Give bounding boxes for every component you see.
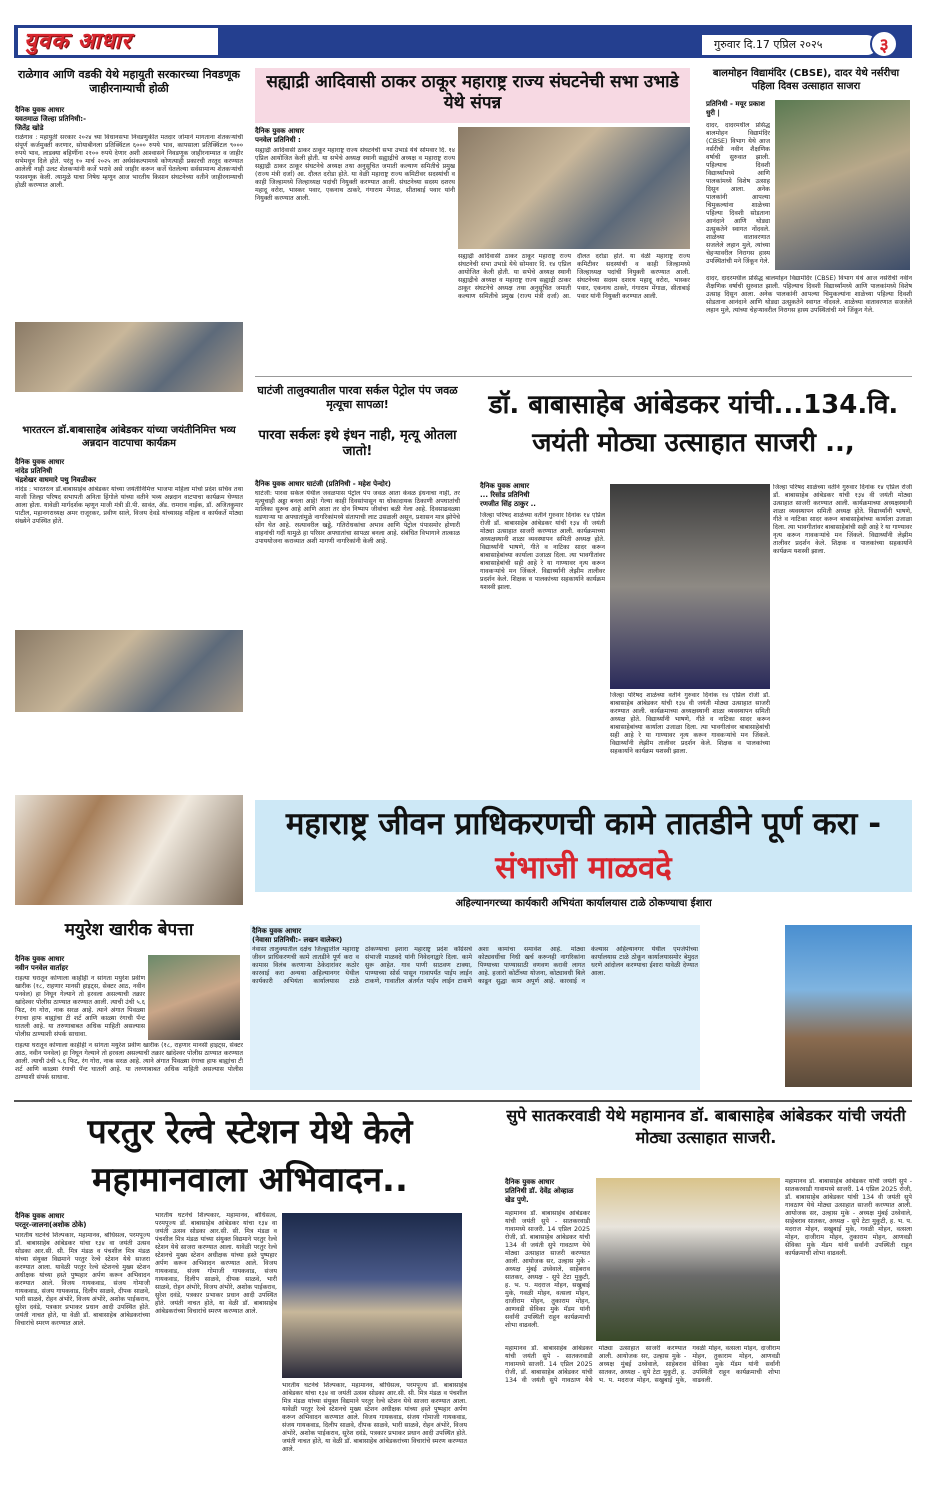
article-body: राळेगाव : महायुती सरकार २०२४ च्या विधानसभा निवडणुकीत मतदार जोमाने मागताना शेतकऱ्यांची संपूर्ण कर्जमुक्ती करणार, सोयाबीनला प्रतिक्विंटल ६००० रुपये भाव, कापसाला प्रतिक्विंटल ९००० रुपये भाव, लाडक्या बहिणींना २१०० रुपये देणार अशी आश्वासने निवडणूक जाहीरनाम्यात व जाहीर सभेमधून दिले होते. परंतु १० मार्च २०२५ ला अर्थसंकल्पामध्ये कोणत्याही प्रकारची तरतूद करण्यात आलेली नाही उलट शेतकऱ्यांनी कर्जे भरावे असे जाहीर करून कर्जे घेतलेल्या सर्वसामान्य शेतकऱ्यांची फसवणूक केली. त्यामुळे याचा निषेध म्हणून आज भारतीय किसान संघटनेच्या वतीने जाहीरनाम्याची होळी करण्यात आली. xyxy=(15,134,243,189)
article-body: भारतीय घटनेचे शिल्पकार, महामानव, बोधिसत्व, परमपूज्य डॉ. बाबासाहेब आंबेडकर यांचा १३४ वा जयंती उत्सव सोडका आर.सी. सी. मित्र मंडळ व पंचशील मित्र मंडळ यांच्या संयुक्त विद्यमाने परतुर रेल्वे स्टेशन येथे साजरा करण्यात आला. यावेळी परतुर रेल्वे स्टेशनचे मुख्य स्टेशन अधीक्षक यांच्या हस्ते पुष्पहार अर्पण करून अभिवादन करण्यात आले. विजय गायकवाड, संजय गोमाजी गायकवाड, संजय गायकवाड, दिलीप साळवे, दीपक साळवे, भारी साळवे, रोहन अंभोरे, विजय अंभोरे, अशोक पाईकराव, सुरेश दवंडे, पत्रकार प्रभाकर प्रधान आदी उपस्थित होते. जयंती नाचत होते, या वेळी डॉ. बाबासाहेब आंबेडकरांच्या विचारांचे स्मरण करण्यात आले. xyxy=(15,1232,150,1327)
article-photo xyxy=(15,322,243,392)
article-byline: दैनिक युवक आधार प्रतिनिधी डॉ. देवेंद्र ओव्हाळ खेड पुणे. xyxy=(505,1178,574,1204)
article-byline: प्रतिनिधी - मयूर प्रकाश धुरी | xyxy=(706,100,765,117)
missing-person-photo xyxy=(148,955,240,1040)
article-byline: दैनिक युवक आधार (नेवासा प्रतिनिधी:- लखन वालेकर) xyxy=(252,927,343,944)
page-number: ३ xyxy=(870,30,898,58)
article-body: भारतीय घटनेचे शिल्पकार, महामानव, बोधिसत्व, परमपूज्य डॉ. बाबासाहेब आंबेडकर यांचा १३४ वा जयंती उत्सव सोडका आर.सी. सी. मित्र मंडळ व पंचशील मित्र मंडळ यांच्या संयुक्त विद्यमाने परतुर रेल्वे स्टेशन येथे साजरा करण्यात आला. यावेळी परतुर रेल्वे स्टेशनचे मुख्य स्टेशन अधीक्षक यांच्या हस्ते पुष्पहार अर्पण करून अभिवादन करण्यात आले. विजय गायकवाड, संजय गोमाजी गायकवाड, संजय गायकवाड, दिलीप साळवे, दीपक साळवे, भारी साळवे, रोहन अंभोरे, विजय अंभोरे, अशोक पाईकराव, सुरेश दवंडे, पत्रकार प्रभाकर प्रधान आदी उपस्थित होते. जयंती नाचत होते, या वेळी डॉ. बाबासाहेब आंबेडकरांच्या विचारांचे स्मरण करण्यात आले. xyxy=(282,1382,467,1453)
article-body: नांदेड : भारतरत्न डॉ.बाबासाहेब आंबेडकर यांच्या जयंतीनिमित्त भाजपा महिला मोर्चा प्रदेश सचिव तथा माजी जिल्हा परिषद सभापती अनिता हिंगोले यांच्या वतीने भव्य अन्नदान वाटपाचा कार्यक्रम घेण्यात आला होता. यावेळी मार्गदर्शक म्हणून माजी मंत्री डी.पी. सावंत, ॲड. रामराव नाईक, डॉ. अजितकुमार पाटील, महानगराध्यक्ष अमर राजूरकर, प्रवीण साले, विजय देवडे यांच्यासह महिला व कार्यकर्ते मोठ्या संख्येने उपस्थित होते. xyxy=(15,486,243,525)
article-photo xyxy=(458,127,690,249)
article-headline: महाराष्ट्र जीवन प्राधिकरणची कामे तातडीने पूर्ण करा - xyxy=(285,806,882,842)
article-byline: दैनिक युवक आधार ... रिसोड प्रतिनिधी रणजीत सिंह ठाकुर .. xyxy=(480,482,536,508)
article-body: जिल्हा परिषद शाळेच्या वतीने गुरुवार दिनांक १४ एप्रिल रोजी डॉ. बाबासाहेब आंबेडकर यांची १३४ वी जयंती मोठ्या उत्साहात साजरी करण्यात आली. कार्यक्रमाच्या अध्यक्षस्थानी शाळा व्यवस्थापन समिती अध्यक्ष होते. विद्यार्थ्यांनी भाषणे, गीते व नाटिका सादर करून बाबासाहेबांच्या कार्याला उजाळा दिला. त्या भावगीतांवर बाबासाहेबांची सही आहे रे या गाण्यावर नृत्य करून गावकऱ्यांचे मन जिंकले. विद्यार्थ्यांनी लेझीम तालीवर प्रदर्शन केले. शिक्षक व पालकांच्या सहकार्याने कार्यक्रम यशस्वी झाला. xyxy=(480,512,605,591)
article-body: राहत्या घरातून कोणाला काहीही न सांगता मयुरेश प्रवीण खारीक (१८, राहणार मानसी हाइट्स, सेक्टर आठ, नवीन पनवेल) हा निघून गेल्याने तो हरवला असल्याची तक्रार खांदेश्वर पोलीस ठाण्यात करण्यात आली. त्याची उंची ५.६ फिट, रंग गोरा, नाक सरळ आहे. त्याने अंगात पिवळ्या रंगाचा हाफ बाह्यांचा टी शर्ट आणि काळ्या रंगाची पॅन्ट घातली आहे. या तरुणाबाबत अधिक माहिती असल्यास पोलीस ठाण्याशी संपर्क साधावा. xyxy=(15,1042,243,1081)
article-headline: घाटंजी तालुक्यातील पारवा सर्कल पेट्रोल पंप जवळ मृत्यूचा सापळा! xyxy=(257,384,458,411)
article-headline: सह्याद्री आदिवासी ठाकर ठाकूर महाराष्ट्र राज्य संघटनेची सभा उभाडे येथे संपन्न xyxy=(255,68,690,123)
article-byline: दैनिक युवक आधार यवतमाळ जिल्हा प्रतिनिधी:- जितेंद्र खोडे xyxy=(15,106,86,132)
article-subheadline: अहिल्यानगरच्या कार्यकारी अभियंता कार्यालयास टाळे ठोकण्याचा ईशारा xyxy=(455,898,712,909)
article-byline: दैनिक युवक आधार परतूर-जालना(अशोक ठोके) xyxy=(15,1212,87,1229)
article-byline: दैनिक युवक आधार नांदेड प्रतिनिधी चंद्रशेखर वाघमारे पथु निवळीकर xyxy=(15,458,96,484)
article-body: महामानव डॉ. बाबासाहेब आंबेडकर यांची जयंती सुपे - सातकरवाडी गावामध्ये साजरी. 14 एप्रिल 2025 रोजी, डॉ. बाबासाहेब आंबेडकर यांची 134 वी जयंती सुपे गावठाण येथे मोठ्या उत्साहात साजरी करण्यात आली. आयोजक सर, उल्हास मुके - अध्यक्ष मुंबई उध्वेवाले, साहेबराव सातकर, अध्यक्ष - सुपे टेटा मुकुटी, ह. भ. प. मदराज मोहन, सखुबाई मुके, गवळी मोहन, वत्सला मोहन, दाजीराम मोहन, तुकाराम मोहन, आणवडी सेविका मुके मॅडम यांनी सर्वांनी उपस्थिती राहून कार्यक्रमाची शोभा वाढवली. xyxy=(505,1345,780,1384)
article-body: दादर, दादरमधील प्रसिद्ध बालमोहन विद्यामंदिर (CBSE) विभाग येथे आज नर्सरीची नवीन शैक्षणिक वर्षाची सुरुवात झाली. पहिल्याच दिवशी विद्यार्थ्यांमध्ये आणि पालकांमध्ये विशेष उत्साह दिसून आला. अनेक पालकांनी आपल्या चिमुकल्यांना शाळेच्या पहिल्या दिवशी सोडताना आनंदाने आणि थोड्या उत्सुकतेने स्वागत नोंदवले. शाळेच्या वातावरणात सजलेले लहान मुले, त्यांच्या चेहऱ्यावरील निरागस हास्य उपस्थितांची मने जिंकून गेले. xyxy=(706,122,770,265)
headline-box xyxy=(255,800,912,892)
article-body: घाटंजी: पारवा सर्कल येथील जवळपास पेट्रोल पंप जवळ आता केवळ इंधनाचा नाही, तर मृत्यूचाही अड्डा बनला आहे! गेल्या काही दिवसांपासून या धोकादायक ठिकाणी अपघातांची मालिका सुरूच आहे आणि आता तर दोन निष्पाप जीवांचा बळी गेला आहे. दिवसाढवळ्या घडणाऱ्या या अपघातांमुळे नागरिकांमध्ये संतापाची लाट उसळली असून, प्रशासन मात्र झोपेचे सोंग घेत आहे. रस्त्यावरील खड्डे, गतिरोधकांचा अभाव आणि पेट्रोल पंपासमोर होणारी वाहनांची गर्दी यामुळे हा परिसर अपघातांचा सापळा बनला आहे. संबंधित विभागाने तात्काळ उपाययोजना कराव्यात अशी मागणी नागरिकांनी केली आहे. xyxy=(255,490,460,545)
article-body: जिल्हा परिषद शाळेच्या वतीने गुरुवार दिनांक १४ एप्रिल रोजी डॉ. बाबासाहेब आंबेडकर यांची १३४ वी जयंती मोठ्या उत्साहात साजरी करण्यात आली. कार्यक्रमाच्या अध्यक्षस्थानी शाळा व्यवस्थापन समिती अध्यक्ष होते. विद्यार्थ्यांनी भाषणे, गीते व नाटिका सादर करून बाबासाहेबांच्या कार्याला उजाळा दिला. त्या भावगीतांवर बाबासाहेबांची सही आहे रे या गाण्यावर नृत्य करून गावकऱ्यांचे मन जिंकले. विद्यार्थ्यांनी लेझीम तालीवर प्रदर्शन केले. शिक्षक व पालकांच्या सहकार्याने कार्यक्रम यशस्वी झाला. xyxy=(773,484,912,555)
divider xyxy=(255,376,912,377)
issue-date: गुरुवार दि.17 एप्रिल २०२५ xyxy=(702,35,877,55)
article-photo xyxy=(282,1213,462,1378)
article-photo xyxy=(785,925,912,1087)
article-body: महामानव डॉ. बाबासाहेब आंबेडकर यांची जयंती सुपे - सातकरवाडी गावामध्ये साजरी. 14 एप्रिल 2025 रोजी, डॉ. बाबासाहेब आंबेडकर यांची 134 वी जयंती सुपे गावठाण येथे मोठ्या उत्साहात साजरी करण्यात आली. आयोजक सर, उल्हास मुके - अध्यक्ष मुंबई उध्वेवाले, साहेबराव सातकर, अध्यक्ष - सुपे टेटा मुकुटी, ह. भ. प. मदराज मोहन, सखुबाई मुके, गवळी मोहन, वत्सला मोहन, दाजीराम मोहन, तुकाराम मोहन, आणवडी सेविका मुके मॅडम यांनी सर्वांनी उपस्थिती राहून कार्यक्रमाची शोभा वाढवली. xyxy=(505,1210,590,1329)
article-body: भारतीय घटनेचे शिल्पकार, महामानव, बोधिसत्व, परमपूज्य डॉ. बाबासाहेब आंबेडकर यांचा १३४ वा जयंती उत्सव सोडका आर.सी. सी. मित्र मंडळ व पंचशील मित्र मंडळ यांच्या संयुक्त विद्यमाने परतुर रेल्वे स्टेशन येथे साजरा करण्यात आला. यावेळी परतुर रेल्वे स्टेशनचे मुख्य स्टेशन अधीक्षक यांच्या हस्ते पुष्पहार अर्पण करून अभिवादन करण्यात आले. विजय गायकवाड, संजय गोमाजी गायकवाड, संजय गायकवाड, दिलीप साळवे, दीपक साळवे, भारी साळवे, रोहन अंभोरे, विजय अंभोरे, अशोक पाईकराव, सुरेश दवंडे, पत्रकार प्रभाकर प्रधान आदी उपस्थित होते. जयंती नाचत होते, या वेळी डॉ. बाबासाहेब आंबेडकरांच्या विचारांचे स्मरण करण्यात आले. xyxy=(155,1212,277,1315)
article-byline: दैनिक युवक आधार घाटंजी (प्रतिनिधी - महेश पेन्दोर) xyxy=(255,480,391,488)
article-headline: डॉ. बाबासाहेब आंबेडकर यांची...134.वि. जयंती मोठ्या उत्साहात साजरी .., xyxy=(488,390,899,458)
article-headline: पारवा सर्कलः इथे इंधन नाही, मृत्यू ओतला जातो! xyxy=(258,428,457,460)
article-headline: भारतरत्न डॉ.बाबासाहेब आंबेडकर यांच्या जयंतीनिमित्त भव्य अन्नदान वाटपाचा कार्यक्रम xyxy=(22,425,236,449)
article-headline: बालमोहन विद्यामंदिर (CBSE), दादर येथे नर्सरीचा पहिला दिवस उत्साहात साजरा xyxy=(712,68,900,92)
article-photo xyxy=(596,1178,780,1341)
article-headline: मयुरेश खारीक बेपत्ता xyxy=(64,920,194,940)
article-headline: परतुर रेल्वे स्टेशन येथे केले महामानवाला अभिवादन.. xyxy=(87,1112,413,1200)
newspaper-logo: युवक आधार xyxy=(18,28,218,55)
article-byline: दैनिक युवक आधार नवीन पनवेल वार्ताहर xyxy=(15,955,68,972)
article-body: राहत्या घरातून कोणाला काहीही न सांगता मयुरेश प्रवीण खारीक (१८, राहणार मानसी हाइट्स, सेक्टर आठ, नवीन पनवेल) हा निघून गेल्याने तो हरवला असल्याची तक्रार खांदेश्वर पोलीस ठाण्यात करण्यात आली. त्याची उंची ५.६ फिट, रंग गोरा, नाक सरळ आहे. त्याने अंगात पिवळ्या रंगाचा हाफ बाह्यांचा टी शर्ट आणि काळ्या रंगाची पॅन्ट घातली आहे. या तरुणाबाबत अधिक माहिती असल्यास पोलीस ठाण्याशी संपर्क साधावा. xyxy=(15,975,145,1038)
article-byline: दैनिक युवक आधार पनवेल प्रतिनिधी : xyxy=(255,127,305,144)
article-photo xyxy=(15,630,243,712)
article-headline: राळेगाव आणि वडकी येथे महायुती सरकारच्या निवडणूक जाहीरनाम्याची होळी xyxy=(17,68,241,95)
article-body: सह्याद्री आदिवासी ठाकर ठाकूर महाराष्ट्र राज्य संघटनेची सभा उभाडे येथे सोमवार दि. १४ एप्रिल आयोजित केली होती. या सभेचे अध्यक्ष स्थानी सह्याद्रीचे अध्यक्ष व महाराष्ट्र राज्य सह्याद्री ठाकर ठाकूर संघटनेचे अध्यक्ष तथा अनुसूचित जमाती कल्याण समितीचे प्रमुख (राज्य मंत्री दर्जा) आ. दौलत दरोडा होते. या वेळी महाराष्ट्र राज्य कमिटीवर सदस्यांची व काही जिल्हामध्ये जिल्हाध्यक्ष पदांची नियुक्ती करण्यात आली. संघटनेच्या सदस्य दशरथ महादू वरोरा, भास्कर पवार, एकनाथ ठाकरे, गंगाराम मेंगाळ, सीताबाई पवार यांनी नियुक्ती करण्यात आली. xyxy=(255,147,455,202)
article-body: महामानव डॉ. बाबासाहेब आंबेडकर यांची जयंती सुपे - सातकरवाडी गावामध्ये साजरी. 14 एप्रिल 2025 रोजी, डॉ. बाबासाहेब आंबेडकर यांची 134 वी जयंती सुपे गावठाण येथे मोठ्या उत्साहात साजरी करण्यात आली. आयोजक सर, उल्हास मुके - अध्यक्ष मुंबई उध्वेवाले, साहेबराव सातकर, अध्यक्ष - सुपे टेटा मुकुटी, ह. भ. प. मदराज मोहन, सखुबाई मुके, गवळी मोहन, वत्सला मोहन, दाजीराम मोहन, तुकाराम मोहन, आणवडी सेविका मुके मॅडम यांनी सर्वांनी उपस्थिती राहून कार्यक्रमाची शोभा वाढवली. xyxy=(785,1178,912,1257)
article-body: नेवासा तालुक्यातील दक्षेच जिल्ह्यातील महाराष्ट्र जीवन प्राधिकरणची कामे तातडीने पूर्ण करा व कामास विलंब करणाऱ्या ठेकेदारांवर कठोर कारवाई करा अन्यथा अहिल्यानगर येथील कार्यकारी अभियंता कार्यालयास टाळे ठोकण्याचा इशारा महाराष्ट्र प्रदेश काँग्रेसचे संभाजी माळवदे यांनी निवेदनाद्वारे दिला. कामे सुरू आहेत. गाव पाणी साठवण टाक्या, पाण्याच्या सोर्स पासून गावापर्यंत पाईप लाईन टाकणे, गावातील अंतर्गत पाईप लाईन टाकणे अशा कामांचा समावेश आहे. मोठ्या कोट्यवधींचा निधी खर्च करूनही नागरिकांना पिण्याच्या पाण्यासाठी वणवण करावी लागत आहे. हजारो कोटींच्या योजना, कोट्यावधी बिले काढून सुद्धा काम अपूर्ण आहे. कारवाई न केल्यास अहिल्यानगर येथील एमजेपीच्या कार्यालयास टाळे ठोकून कार्यालयासमोर बेमुदत धरणे आंदोलन करण्याचा ईशारा यावेळी देण्यात आला. xyxy=(252,946,698,985)
article-photo xyxy=(775,100,910,270)
divider xyxy=(14,1100,912,1102)
article-body: जिल्हा परिषद शाळेच्या वतीने गुरुवार दिनांक १४ एप्रिल रोजी डॉ. बाबासाहेब आंबेडकर यांची १३४ वी जयंती मोठ्या उत्साहात साजरी करण्यात आली. कार्यक्रमाच्या अध्यक्षस्थानी शाळा व्यवस्थापन समिती अध्यक्ष होते. विद्यार्थ्यांनी भाषणे, गीते व नाटिका सादर करून बाबासाहेबांच्या कार्याला उजाळा दिला. त्या भावगीतांवर बाबासाहेबांची सही आहे रे या गाण्यावर नृत्य करून गावकऱ्यांचे मन जिंकले. विद्यार्थ्यांनी लेझीम तालीवर प्रदर्शन केले. शिक्षक व पालकांच्या सहकार्याने कार्यक्रम यशस्वी झाला. xyxy=(610,692,770,755)
article-photo xyxy=(15,795,243,905)
article-photo xyxy=(610,484,770,689)
article-headline: सुपे सातकरवाडी येथे महामानव डॉ. बाबासाहेब आंबेडकर यांची जयंती मोठ्या उत्साहात साजरी. xyxy=(506,1106,906,1147)
article-body: सह्याद्री आदिवासी ठाकर ठाकूर महाराष्ट्र राज्य संघटनेची सभा उभाडे येथे सोमवार दि. १४ एप्रिल आयोजित केली होती. या सभेचे अध्यक्ष स्थानी सह्याद्रीचे अध्यक्ष व महाराष्ट्र राज्य सह्याद्री ठाकर ठाकूर संघटनेचे अध्यक्ष तथा अनुसूचित जमाती कल्याण समितीचे प्रमुख (राज्य मंत्री दर्जा) आ. दौलत दरोडा होते. या वेळी महाराष्ट्र राज्य कमिटीवर सदस्यांची व काही जिल्हामध्ये जिल्हाध्यक्ष पदांची नियुक्ती करण्यात आली. संघटनेच्या सदस्य दशरथ महादू वरोरा, भास्कर पवार, एकनाथ ठाकरे, गंगाराम मेंगाळ, सीताबाई पवार यांनी नियुक्ती करण्यात आली. xyxy=(458,253,690,300)
article-body: दादर, दादरमधील प्रसिद्ध बालमोहन विद्यामंदिर (CBSE) विभाग येथे आज नर्सरीची नवीन शैक्षणिक वर्षाची सुरुवात झाली. पहिल्याच दिवशी विद्यार्थ्यांमध्ये आणि पालकांमध्ये विशेष उत्साह दिसून आला. अनेक पालकांनी आपल्या चिमुकल्यांना शाळेच्या पहिल्या दिवशी सोडताना आनंदाने आणि थोड्या उत्सुकतेने स्वागत नोंदवले. शाळेच्या वातावरणात सजलेले लहान मुले, त्यांच्या चेहऱ्यावरील निरागस हास्य उपस्थितांची मने जिंकून गेले. xyxy=(706,275,912,314)
article-headline-name: संभाजी माळवदे xyxy=(495,850,672,886)
